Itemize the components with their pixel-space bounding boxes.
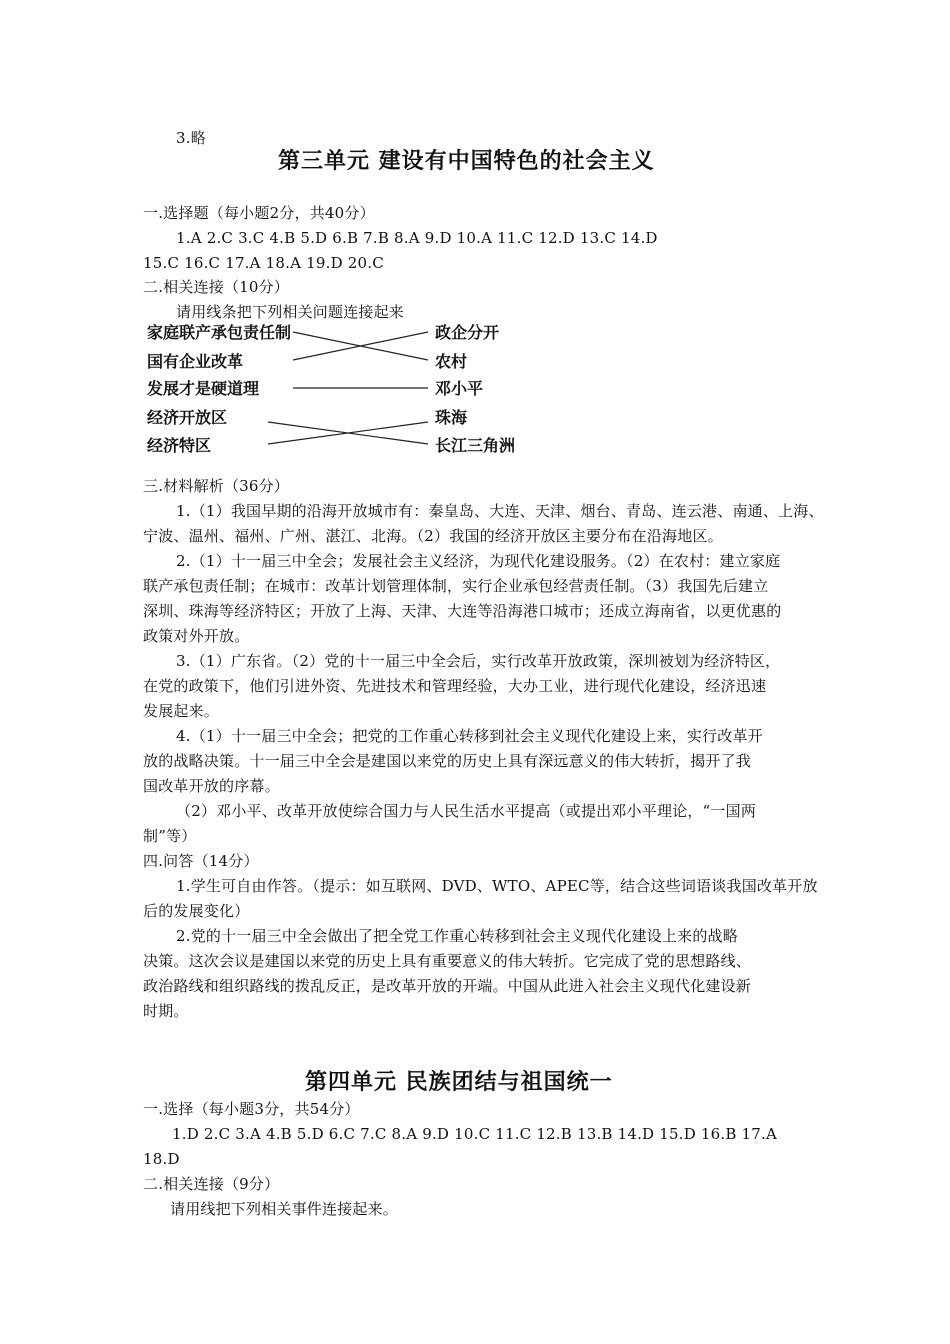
match-right-item-3: 邓小平 xyxy=(435,379,484,398)
unit3-section3-line: 4.（1）十一届三中全会；把党的工作重心转移到社会主义现代化建设上来，实行改革开 xyxy=(176,727,763,745)
unit3-section1-heading: 一.选择题（每小题2分，共40分） xyxy=(143,204,375,222)
unit4-section2-instruction: 请用线把下列相关事件连接起来。 xyxy=(170,1200,399,1218)
unit3-section3-line: 发展起来。 xyxy=(143,702,220,720)
match-right-item-2: 农村 xyxy=(435,352,468,371)
match-left-item-5: 经济特区 xyxy=(147,436,212,455)
match-right-item-4: 珠海 xyxy=(435,408,468,427)
match-left-item-2: 国有企业改革 xyxy=(147,352,244,371)
unit3-section3-line: 1.（1）我国早期的沿海开放城市有：秦皇岛、大连、天津、烟台、青岛、连云港、南通、上海、 xyxy=(176,502,824,520)
unit3-section3-line: 3.（1）广东省。（2）党的十一届三中全会后，实行改革开放政策，深圳被划为经济特区， xyxy=(176,652,781,670)
unit3-answers-line2: 15.C 16.C 17.A 18.A 19.D 20.C xyxy=(143,254,384,272)
match-left-item-4: 经济开放区 xyxy=(147,408,228,427)
unit3-section3-line: 2.（1）十一届三中全会；发展社会主义经济，为现代化建设服务。（2）在农村：建立家庭 xyxy=(176,552,781,570)
unit4-title: 第四单元 民族团结与祖国统一 xyxy=(305,1070,613,1095)
unit4-answers-line2: 18.D xyxy=(143,1150,180,1168)
unit3-section3-line: 在党的政策下，他们引进外资、先进技术和管理经验，大办工业，进行现代化建设，经济迅速 xyxy=(143,677,767,695)
unit3-section3-line: 政策对外开放。 xyxy=(143,627,250,645)
unit3-section4-line: 时期。 xyxy=(143,1002,189,1020)
top-note: 3.略 xyxy=(176,129,206,147)
unit4-section2-heading: 二.相关连接（9分） xyxy=(143,1175,280,1193)
unit3-section3-heading: 三.材料解析（36分） xyxy=(143,477,290,495)
unit3-section4-line: 后的发展变化） xyxy=(143,902,250,920)
unit3-section4-heading: 四.问答（14分） xyxy=(143,852,259,870)
matching-diagram xyxy=(143,320,533,460)
match-left-item-1: 家庭联产承包责任制 xyxy=(147,323,292,342)
unit3-section3-line: 联产承包责任制；在城市：改革计划管理体制，实行企业承包经营责任制。（3）我国先后建立 xyxy=(143,577,769,595)
match-left-item-3: 发展才是硬道理 xyxy=(147,379,260,398)
unit3-section4-line: 政治路线和组织路线的拨乱反正，是改革开放的开端。中国从此进入社会主义现代化建设新 xyxy=(143,977,752,995)
unit4-section1-heading: 一.选择（每小题3分，共54分） xyxy=(143,1100,360,1118)
match-right-item-5: 长江三角洲 xyxy=(435,436,516,455)
unit3-section4-line: 1.学生可自由作答。（提示：如互联网、DVD、WTO、APEC等，结合这些词语谈我国改革开放 xyxy=(176,877,818,895)
unit3-section4-line: 决策。这次会议是建国以来党的历史上具有重要意义的伟大转折。它完成了党的思想路线、 xyxy=(143,952,752,970)
unit3-section3-line: 深圳、珠海等经济特区；开放了上海、天津、大连等沿海港口城市；还成立海南省，以更优惠的 xyxy=(143,602,782,620)
unit3-section3-line: （2）邓小平、改革开放使综合国力与人民生活水平提高（或提出邓小平理论，“一国两 xyxy=(176,802,757,820)
unit3-section3-line: 制”等） xyxy=(143,827,197,845)
unit3-answers-line1: 1.A 2.C 3.C 4.B 5.D 6.B 7.B 8.A 9.D 10.A 11.C 12.D 13.C 14.D xyxy=(176,229,658,247)
unit4-answers-line1: 1.D 2.C 3.A 4.B 5.D 6.C 7.C 8.A 9.D 10.C 11.C 12.B 13.B 14.D 15.D 16.B 17.A xyxy=(172,1125,778,1143)
unit3-section3-line: 国改革开放的序幕。 xyxy=(143,777,280,795)
unit3-section2-heading: 二.相关连接（10分） xyxy=(143,278,290,296)
match-right-item-1: 政企分开 xyxy=(435,323,500,342)
unit3-section2-instruction: 请用线条把下列相关问题连接起来 xyxy=(176,303,405,321)
unit3-section3-line: 放的战略决策。十一届三中全会是建国以来党的历史上具有深远意义的伟大转折，揭开了我 xyxy=(143,752,752,770)
unit3-title: 第三单元 建设有中国特色的社会主义 xyxy=(278,149,655,174)
unit3-section3-line: 宁波、温州、福州、广州、湛江、北海。（2）我国的经济开放区主要分布在沿海地区。 xyxy=(143,527,723,545)
unit3-section4-line: 2.党的十一届三中全会做出了把全党工作重心转移到社会主义现代化建设上来的战略 xyxy=(176,927,738,945)
